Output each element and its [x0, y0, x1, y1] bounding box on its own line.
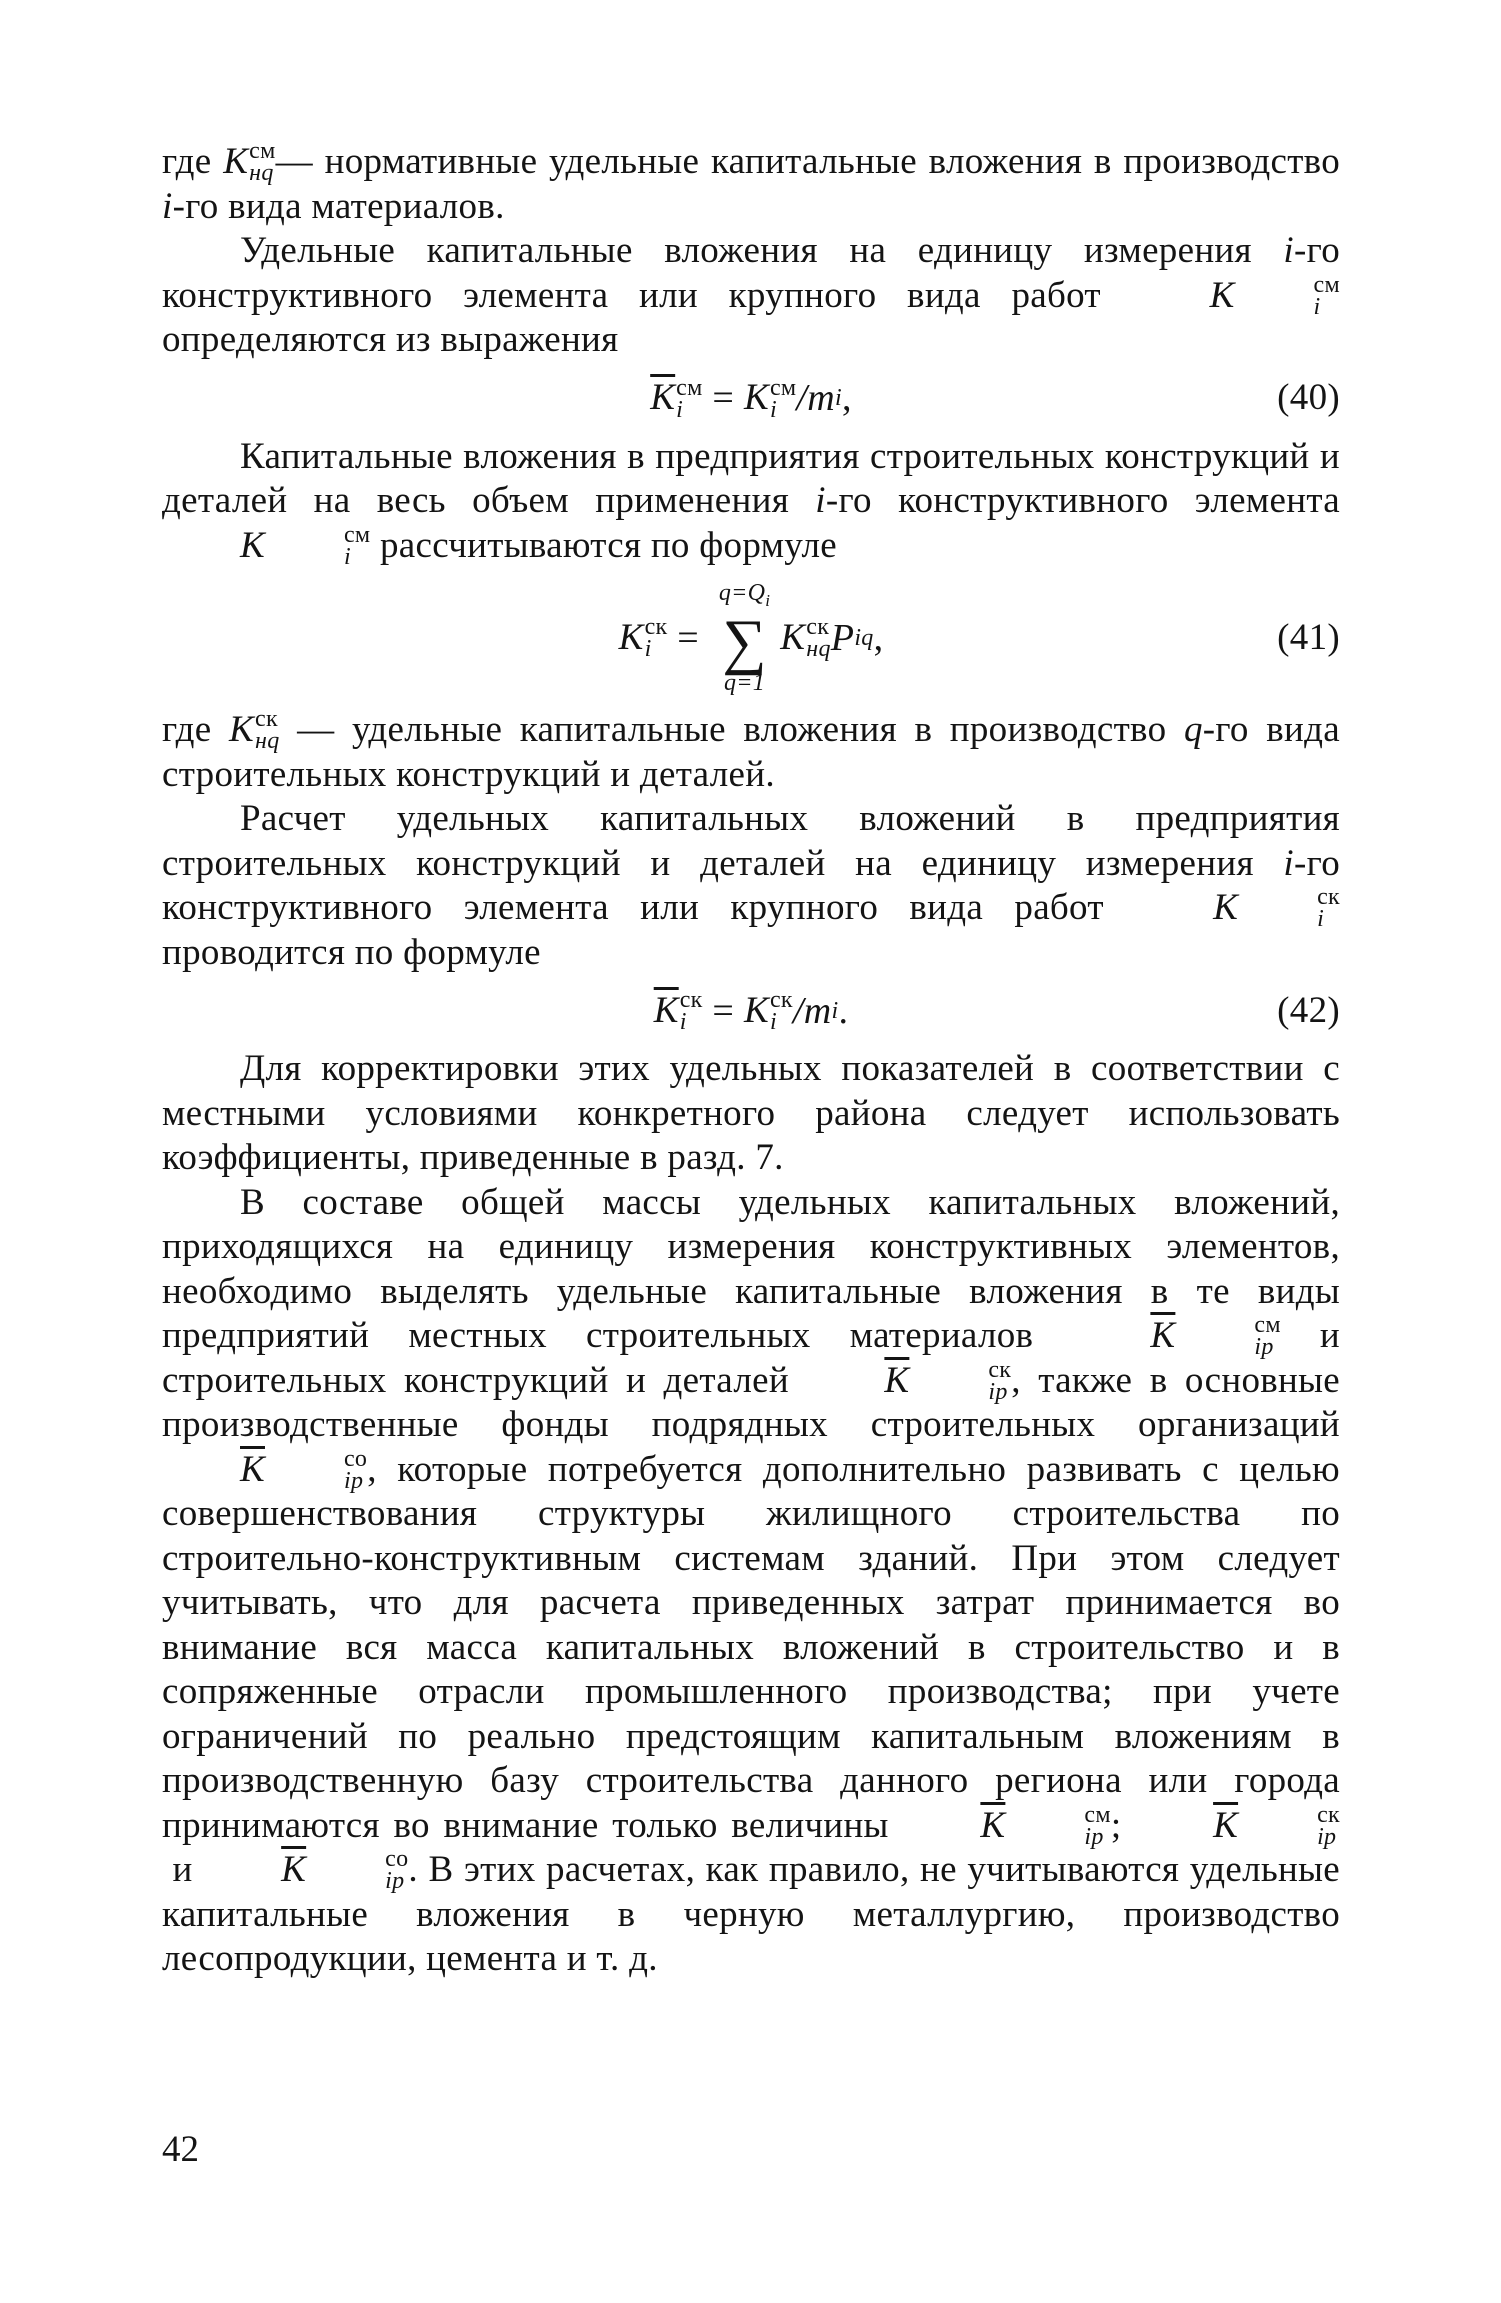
equation-number: (41) [1277, 616, 1340, 658]
sym-sub: i [679, 1009, 687, 1035]
sym-sub: ip [988, 1378, 1008, 1405]
sym-sub: i [1313, 293, 1321, 320]
p1-lead: где [162, 141, 212, 182]
sym-base: K [780, 616, 806, 658]
p7-text-c: , также в основные производственные фонды подрядных строительных организаций [162, 1359, 1340, 1445]
symbol-k-sk-ip-2 [1135, 1801, 1340, 1850]
p7-text-b: и строительных конструкций и деталей [162, 1315, 1341, 1401]
paragraph-2 [162, 229, 1340, 363]
sym-sup: ск [1317, 884, 1340, 911]
eq42-lhs [654, 989, 703, 1034]
symbol-k-sm-nq [223, 140, 275, 185]
sym-base: K [223, 141, 249, 182]
symbol-k-sm-i [162, 521, 371, 570]
equals-sign: = [702, 377, 744, 420]
eq42-rhs [744, 989, 793, 1034]
p7-text-a: В составе общей массы удельных капитальных вложений, приходящихся на единицу измерения конструктивных элементов, необходимо выделять удельные капитальные вложения в те виды предприятий местных строительных материалов [162, 1181, 1340, 1356]
eq40-lhs [650, 376, 702, 421]
p4-text-a: — удельные капитальные вложения в производство [279, 709, 1184, 750]
p4-lead: где [162, 709, 230, 750]
p3-text-b: -го конструктивного элемента [825, 480, 1340, 521]
p1-index: i [162, 185, 173, 227]
p7-sep1: ; [1110, 1804, 1136, 1846]
symbol-k-so-ip [162, 1445, 368, 1494]
sum-top: q=Q [718, 580, 766, 607]
p4-index: q [1183, 709, 1203, 750]
equation-40 [162, 363, 1340, 435]
p3-text-a: Капитальные вложения в предприятия строительных конструкций и деталей на весь объем применения [162, 435, 1340, 521]
sym-sub: ip [1254, 1334, 1274, 1361]
eq40-tail-sub: i [835, 385, 842, 412]
eq42-tail: /m [792, 989, 832, 1032]
sym-base: K [240, 524, 265, 566]
sym-sup: ск [769, 987, 793, 1013]
p2-text-a: Удельные капитальные вложения на единицу измерения [240, 230, 1284, 271]
paragraph-5 [162, 797, 1340, 975]
sym-sup: см [1084, 1801, 1111, 1828]
sym-sub: ip [385, 1868, 405, 1895]
sym-sub: нq [249, 160, 274, 187]
eq40-comma: , [841, 377, 852, 420]
symbol-k-sk-nq [229, 708, 280, 753]
sym-sub: ip [1084, 1823, 1104, 1850]
equation-number: (40) [1277, 377, 1340, 419]
sym-base: K [743, 377, 769, 419]
p3-index: i [815, 480, 826, 521]
sym-sub: i [1317, 906, 1325, 933]
sym-sup: ск [1317, 1801, 1340, 1828]
sym-base: K [1209, 274, 1235, 316]
paragraph-6: Для корректировки этих удельных показателей в соответствии с местными условиями конкретного района следует использовать коэффициенты, приведенные в разд. 7. [162, 1048, 1340, 1178]
p7-text-e: . В этих расчетах, как правило, не учитываются удельные капитальные вложения в черную металлургию, производство лесопродукции, цемента и т. д. [162, 1849, 1340, 1979]
sym-sup: см [769, 374, 797, 401]
p2-index: i [1283, 230, 1295, 271]
sym-sub: нq [806, 635, 831, 662]
sym-base: $\overline{K}$ [1150, 1315, 1176, 1356]
sym-sub: нq [255, 728, 280, 755]
sym-sub: ip [343, 1467, 364, 1494]
sym-base: $\overline{K}$ [980, 1804, 1006, 1846]
sym-sub: i [343, 543, 351, 570]
eq40-tail: /m [796, 377, 836, 420]
symbol-k-so-ip-2 [203, 1848, 408, 1893]
paragraph-7 [162, 1181, 1340, 1982]
symbol-k-sk-i [1135, 886, 1340, 931]
eq42-tail-sub: i [831, 997, 839, 1024]
sym-sup: см [1254, 1312, 1281, 1339]
sym-base: K [618, 616, 644, 658]
eq41-p-sub: iq [854, 624, 874, 651]
p1-text-a: — нормативные удельные капитальные вложения в производство [275, 141, 1340, 182]
eq41-term [780, 613, 831, 662]
sym-sub: i [644, 635, 652, 662]
sym-sub: i [769, 396, 777, 423]
sym-base: $\overline{K}$ [653, 989, 679, 1031]
summation [719, 581, 770, 695]
eq41-comma: , [873, 616, 884, 659]
symbol-k-sm-i [1132, 271, 1340, 320]
p3-text-c: рассчитываются по формуле [370, 524, 837, 566]
sym-base: K [229, 709, 255, 750]
sigma-icon: ∑ [722, 607, 767, 676]
sum-top-sub: i [765, 590, 771, 610]
equals-sign: = [702, 989, 744, 1032]
p5-index: i [1283, 842, 1295, 884]
sym-sup: см [1313, 271, 1340, 298]
p2-text-b: -го конструктивного элемента или крупного вида работ [162, 230, 1340, 316]
sym-base: K [743, 989, 769, 1031]
p5-text-b: -го конструктивного элемента или крупного вида работ [162, 842, 1340, 928]
eq41-lhs [618, 613, 668, 662]
p5-text-a: Расчет удельных капитальных вложений в предприятия строительных конструкций и деталей на единицу измерения [162, 798, 1340, 884]
sym-sup: со [343, 1445, 368, 1472]
sym-base: $\overline{K}$ [240, 1448, 265, 1490]
p4-text-b: -го вида строительных конструкций и деталей. [162, 709, 1340, 795]
sym-base: $\overline{K}$ [650, 377, 676, 419]
sym-sup: со [385, 1846, 409, 1873]
p1-text-b: -го вида материалов. [172, 185, 505, 227]
sym-base: $\overline{K}$ [884, 1359, 910, 1401]
p2-text-c: определяются из выражения [162, 319, 619, 360]
sym-sup: см [343, 521, 371, 548]
eq40-rhs [744, 376, 796, 421]
eq41-p: P [830, 616, 855, 659]
sym-sup: ск [255, 706, 278, 733]
sum-lower-limit: q=1 [724, 669, 766, 696]
eq42-dot: . [838, 989, 849, 1032]
sym-sup: см [249, 138, 276, 165]
equation-41 [162, 568, 1340, 708]
sym-sup: ск [679, 987, 703, 1013]
sym-sup: ск [806, 613, 830, 640]
symbol-k-sm-ip-2 [902, 1801, 1111, 1850]
sym-sup: см [676, 374, 703, 401]
body-text [162, 140, 1340, 1982]
sym-base: $\overline{K}$ [1213, 1804, 1239, 1846]
symbol-k-sk-ip [806, 1356, 1012, 1405]
p7-sep2: и [162, 1849, 204, 1890]
paragraph-4 [162, 708, 1340, 797]
equation-number: (42) [1277, 989, 1340, 1031]
sym-base: K [1213, 887, 1239, 928]
equation-42 [162, 975, 1340, 1047]
paragraph-3 [162, 435, 1340, 569]
sym-sup: ск [644, 613, 668, 640]
paragraph-1 [162, 140, 1340, 229]
sym-sub: i [769, 1009, 777, 1035]
p7-text-d: , которые потребуется дополнительно развивать с целью совершенствования структуры жилищного строительства по строительно-конструктивным системам зданий. При этом следует учитывать, что для расчета приведенных затрат принимается во внимание вся масса капитальных вложений в строительство и в сопряженные отрасли промышленного производства; при учете ограничений по реально предстоящим капитальным вложениям в производственную базу строительства данного региона или города принимаются во внимание только величины [162, 1448, 1340, 1846]
sym-sub: i [676, 396, 684, 423]
symbol-k-sm-ip [1072, 1314, 1280, 1359]
equals-sign: = [667, 616, 709, 659]
sym-sub: ip [1317, 1823, 1337, 1850]
sym-base: $\overline{K}$ [281, 1849, 307, 1890]
page-number: 42 [162, 2129, 199, 2170]
sym-sup: ск [988, 1356, 1012, 1383]
p5-text-c: проводится по формуле [162, 931, 541, 973]
